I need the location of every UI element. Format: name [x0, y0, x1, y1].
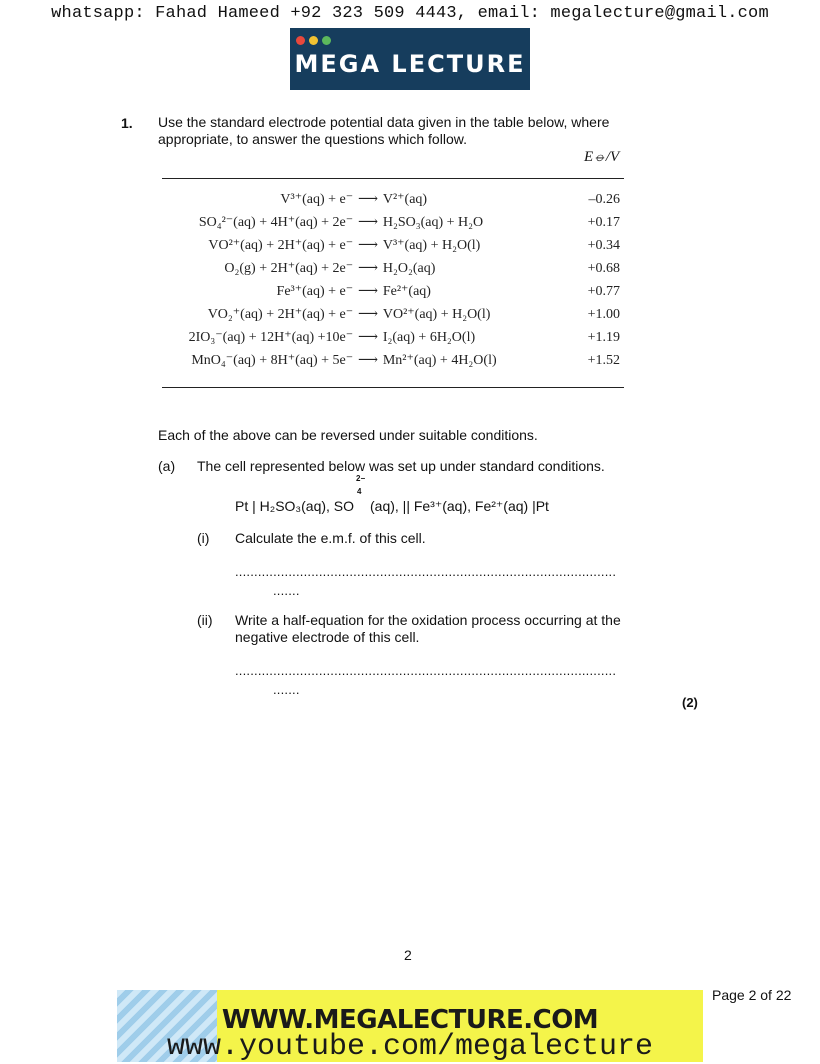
page-info: Page 2 of 22: [712, 987, 792, 1003]
footer-website[interactable]: WWW.MEGALECTURE.COM: [221, 1005, 599, 1035]
equation-potential: +1.52: [587, 352, 620, 368]
sub-question-ii-line1: Write a half-equation for the oxidation process occurring at the: [235, 612, 621, 628]
equation-lhs: MnO₄⁻(aq) + 8H⁺(aq) + 5e⁻: [191, 353, 354, 368]
equation-lhs: SO₄²⁻(aq) + 4H⁺(aq) + 2e⁻: [198, 215, 354, 230]
sulfate-index: 4: [357, 487, 362, 496]
part-a-text: The cell represented below was set up under standard conditions.: [197, 458, 605, 474]
logo-dot-green: [322, 36, 331, 45]
answer-line-ii[interactable]: ....................................................................................................: [235, 663, 617, 678]
header-contact-line: whatsapp: Fahad Hameed +92 323 509 4443, email: megalecture@gmail.com: [51, 4, 769, 23]
equation-rhs: I₂(aq) + 6H₂O(l): [382, 329, 476, 345]
marks-label: (2): [682, 695, 698, 710]
equation-rhs: Fe²⁺(aq): [382, 284, 431, 299]
equation-potential: +0.34: [587, 237, 620, 253]
equation-potential: –0.26: [588, 191, 620, 207]
page-number: 2: [404, 947, 412, 963]
equation-row: [162, 280, 624, 303]
arrow-icon: ⟶: [357, 353, 379, 368]
logo-text: MEGA LECTURE: [294, 50, 526, 78]
equation-potential: +1.00: [587, 306, 620, 322]
answer-line-i-continued[interactable]: .......: [273, 583, 300, 598]
sub-question-ii-label: (ii): [197, 612, 213, 628]
equation-potential: +0.17: [587, 214, 620, 230]
arrow-icon: ⟶: [357, 192, 379, 207]
table-top-rule: [162, 178, 624, 179]
arrow-icon: ⟶: [357, 261, 379, 276]
mega-lecture-logo: [290, 28, 530, 90]
equation-lhs: Fe³⁺(aq) + e⁻: [276, 284, 354, 299]
equation-row: [162, 303, 624, 326]
equation-row: [162, 257, 624, 280]
equation-rhs: V³⁺(aq) + H₂O(l): [382, 238, 481, 253]
footer-youtube-link[interactable]: www.youtube.com/megalecture: [166, 1030, 654, 1064]
equation-rhs: H₂SO₃(aq) + H₂O: [382, 214, 484, 230]
equation-row: [162, 211, 624, 234]
equation-rhs: V²⁺(aq): [382, 192, 428, 207]
equation-rhs: Mn²⁺(aq) + 4H₂O(l): [382, 353, 497, 368]
sub-question-i-text: Calculate the e.m.f. of this cell.: [235, 530, 426, 546]
equation-potential: +0.77: [587, 283, 620, 299]
logo-dots: [296, 36, 331, 45]
answer-line-ii-continued[interactable]: .......: [273, 682, 300, 697]
logo-dot-yellow: [309, 36, 318, 45]
equation-row: [162, 349, 624, 372]
equation-row: [162, 188, 624, 211]
equation-lhs: O₂(g) + 2H⁺(aq) + 2e⁻: [224, 261, 354, 276]
question-intro-line1: Use the standard electrode potential data given in the table below, where: [158, 114, 610, 130]
cell-notation-left: Pt | H₂SO₃(aq), SO: [235, 498, 355, 514]
equation-lhs: VO₂⁺(aq) + 2H⁺(aq) + e⁻: [207, 307, 354, 322]
equation-row: [162, 326, 624, 349]
equation-rhs: H₂O₂(aq): [382, 260, 436, 276]
sub-question-i-label: (i): [197, 530, 210, 546]
sub-question-ii-line2: negative electrode of this cell.: [235, 629, 420, 645]
cell-notation-right: (aq), || Fe³⁺(aq), Fe²⁺(aq) |Pt: [370, 498, 549, 514]
reversal-note: Each of the above can be reversed under suitable conditions.: [158, 427, 538, 443]
question-intro-line2: appropriate, to answer the questions which follow.: [158, 131, 467, 147]
equation-lhs: V³⁺(aq) + e⁻: [280, 192, 354, 207]
equation-potential: +0.68: [587, 260, 620, 276]
question-number: 1.: [121, 115, 133, 131]
equation-potential: +1.19: [587, 329, 620, 345]
answer-line-i[interactable]: ....................................................................................................: [235, 564, 617, 579]
arrow-icon: ⟶: [357, 330, 379, 345]
equation-lhs: 2IO₃⁻(aq) + 12H⁺(aq) +10e⁻: [188, 330, 354, 345]
sulfate-charge: 2−: [356, 474, 366, 483]
arrow-icon: ⟶: [357, 284, 379, 299]
logo-dot-red: [296, 36, 305, 45]
potential-column-header: E⦵/V: [584, 149, 620, 165]
arrow-icon: ⟶: [357, 307, 379, 322]
part-a-label: (a): [158, 458, 176, 474]
electrode-potential-table: [162, 188, 624, 372]
equation-lhs: VO²⁺(aq) + 2H⁺(aq) + e⁻: [208, 238, 354, 253]
equation-row: [162, 234, 624, 257]
arrow-icon: ⟶: [357, 238, 379, 253]
table-bottom-rule: [162, 387, 624, 388]
equation-rhs: VO²⁺(aq) + H₂O(l): [382, 307, 491, 322]
arrow-icon: ⟶: [357, 215, 379, 230]
